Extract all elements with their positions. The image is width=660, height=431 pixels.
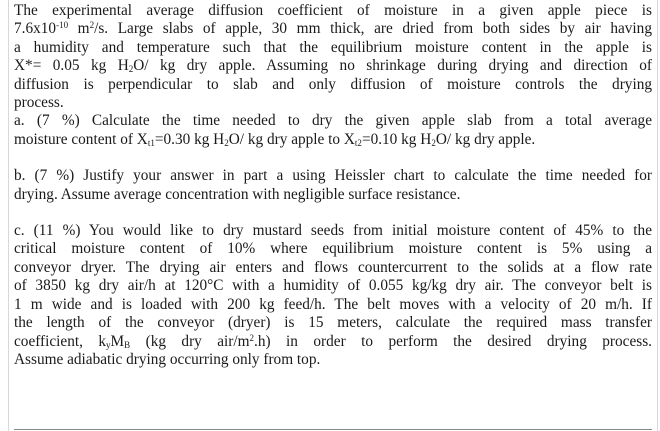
text-run: Assume adiabatic drying occurring only from top. bbox=[14, 350, 321, 368]
text-run: 7.6x10 bbox=[14, 20, 57, 38]
text-run: a. (7 %) Calculate the time needed to dry the given apple slab from a total average bbox=[14, 112, 652, 130]
text-line bbox=[14, 39, 652, 57]
text-run: coefficient, k bbox=[14, 332, 107, 350]
text-run: process. bbox=[14, 94, 64, 112]
text-line bbox=[14, 222, 652, 240]
text-run: c. (11 %) You would like to dry mustard seeds from initial moisture content of 45% to the bbox=[14, 222, 652, 240]
text-run: =0.30 kg H bbox=[154, 130, 225, 148]
text-run: O/ kg dry apple to X bbox=[228, 130, 355, 148]
superscript: 2 bbox=[249, 332, 255, 343]
problem-document bbox=[14, 2, 652, 430]
intro-paragraph bbox=[14, 2, 652, 112]
text-run: diffusion is perpendicular to slab and only diffusion of moisture controls the drying bbox=[14, 75, 652, 93]
text-run: M bbox=[110, 332, 125, 350]
subscript: 2 bbox=[128, 64, 134, 75]
superscript: 2 bbox=[89, 20, 95, 31]
text-line bbox=[14, 240, 652, 258]
text-line bbox=[14, 333, 652, 351]
text-run: moisture content of X bbox=[14, 130, 148, 148]
part-b-paragraph bbox=[14, 167, 652, 204]
paragraph-spacer bbox=[14, 204, 652, 222]
subscript: B bbox=[124, 339, 131, 350]
text-run: conveyor dryer. The drying air enters and flows countercurrent to the solids at a flow rate bbox=[14, 258, 652, 276]
subscript: 2 bbox=[224, 137, 229, 148]
text-run: X*= 0.05 kg H bbox=[14, 57, 129, 75]
text-line bbox=[14, 296, 652, 314]
text-run: /s. Large slabs of apple, 30 mm thick, are dried from both sides by air having bbox=[94, 20, 652, 38]
text-run: The experimental average diffusion coefficient of moisture in a given apple piece is bbox=[14, 2, 652, 19]
page-border-left bbox=[8, 0, 9, 431]
text-line bbox=[14, 76, 652, 94]
text-line bbox=[14, 112, 652, 130]
subscript: y bbox=[106, 339, 111, 350]
text-line bbox=[14, 277, 652, 295]
text-run: a humidity and temperature such that the equilibrium moisture content in the apple is bbox=[14, 38, 652, 56]
text-run: =0.10 kg H bbox=[361, 130, 432, 148]
text-run: O/ kg dry apple. Assuming no shrinkage during drying and direction of bbox=[133, 57, 652, 75]
text-line bbox=[14, 131, 652, 149]
text-line bbox=[14, 20, 652, 38]
subscript: 2 bbox=[431, 137, 436, 148]
paragraph-spacer bbox=[14, 149, 652, 167]
text-run: the length of the conveyor (dryer) is 15 meters, calculate the required mass transfer bbox=[14, 314, 652, 332]
text-line bbox=[14, 2, 652, 20]
text-run: .h) in order to perform the desired drying process. bbox=[254, 332, 652, 350]
superscript: -10 bbox=[56, 20, 69, 31]
text-run: m bbox=[68, 20, 90, 38]
text-run: b. (7 %) Justify your answer in part a using Heissler chart to calculate the time needed for bbox=[14, 167, 652, 185]
text-line bbox=[14, 94, 652, 112]
text-run: drying. Assume average concentration with negligible surface resistance. bbox=[14, 185, 461, 203]
page-border-right bbox=[657, 0, 658, 431]
text-line bbox=[14, 314, 652, 332]
part-c-paragraph bbox=[14, 222, 652, 369]
text-run: critical moisture content of 10% where equilibrium moisture content is 5% using a bbox=[14, 240, 652, 258]
text-run: (kg dry air/m bbox=[130, 332, 250, 350]
text-run: O/ kg dry apple. bbox=[435, 130, 536, 148]
text-line bbox=[14, 259, 652, 277]
text-line bbox=[14, 351, 652, 369]
text-run: 1 m wide and is loaded with 200 kg feed/h. The belt moves with a velocity of 20 m/h. If bbox=[14, 295, 652, 313]
subscript: t1 bbox=[147, 137, 155, 148]
text-line bbox=[14, 167, 652, 185]
text-line bbox=[14, 186, 652, 204]
subscript: t2 bbox=[354, 137, 362, 148]
text-line bbox=[14, 57, 652, 75]
part-a-paragraph bbox=[14, 112, 652, 149]
text-run: of 3850 kg dry air/h at 120°C with a humidity of 0.055 kg/kg dry air. The conveyor belt is bbox=[14, 277, 652, 295]
